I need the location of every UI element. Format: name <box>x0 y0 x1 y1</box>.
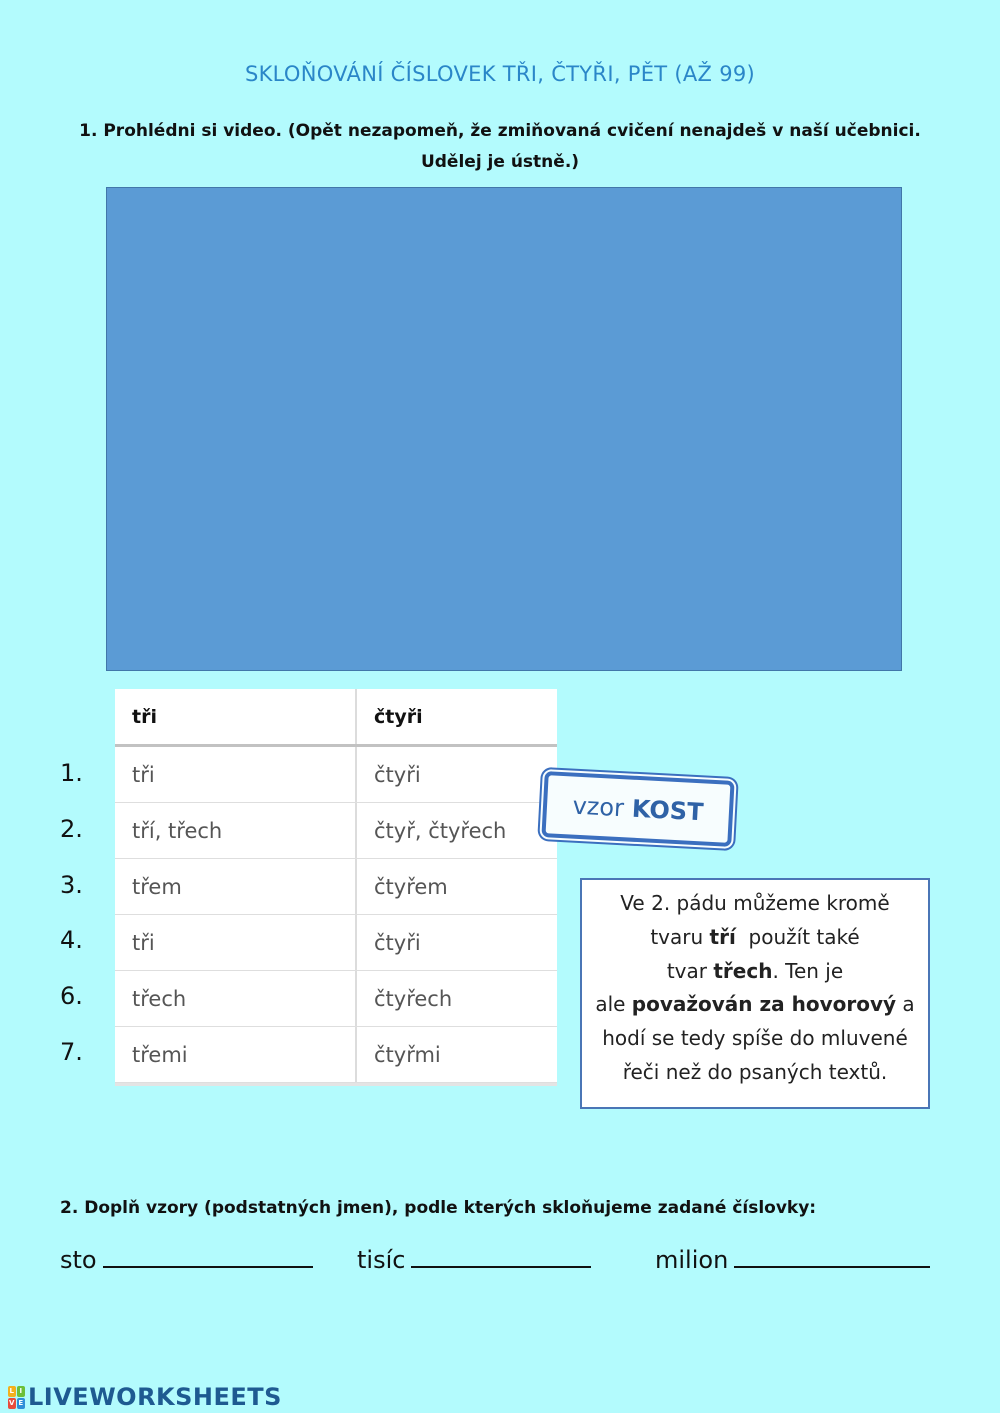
table-cell: čtyřmi <box>355 1027 557 1082</box>
note-line: Ve 2. pádu můžeme kromě <box>620 891 890 915</box>
table-row <box>115 803 557 859</box>
note-text: . Ten je <box>772 958 844 983</box>
table-row <box>115 971 557 1027</box>
stamp-prefix: vzor <box>571 791 625 823</box>
fill-item-sto <box>60 1242 313 1274</box>
logo-tile: E <box>18 1398 24 1407</box>
answer-blank-sto[interactable] <box>103 1242 313 1268</box>
task1-line1: 1. Prohlédni si video. (Opět nezapomeň, že zmiňovaná cvičení nenajdeš v naší učebnici. <box>79 121 921 141</box>
note-line: hodí se tedy spíše do mluvené <box>602 1026 908 1051</box>
fill-item-tisic <box>357 1242 591 1274</box>
brand-logo[interactable] <box>8 1383 282 1411</box>
note-text: tvaru <box>650 924 710 949</box>
answer-blank-milion[interactable] <box>734 1242 930 1268</box>
table-header-cell: tři <box>132 705 157 728</box>
pattern-stamp <box>541 771 734 847</box>
table-row <box>115 859 557 915</box>
case-number: 7. <box>60 1037 83 1066</box>
stamp-word: KOST <box>631 794 705 827</box>
task1-line2: Udělej je ústně.) <box>420 152 580 172</box>
brand-name: LIVEWORKSHEETS <box>28 1383 282 1411</box>
note-line <box>582 988 928 1022</box>
page-title: SKLOŇOVÁNÍ ČÍSLOVEK TŘI, ČTYŘI, PĚT (AŽ 99) <box>244 62 756 86</box>
note-bold: tří <box>709 924 736 949</box>
case-number: 2. <box>60 814 83 843</box>
logo-tile: V <box>9 1398 15 1407</box>
table-cell: čtyři <box>355 747 557 802</box>
table-cell: čtyř, čtyřech <box>355 803 557 858</box>
fill-label: tisíc <box>357 1246 406 1274</box>
table-cell: třemi <box>132 1042 188 1067</box>
table-cell: třem <box>132 874 182 899</box>
fill-label: sto <box>60 1246 97 1274</box>
table-header-row <box>115 689 557 747</box>
logo-icon <box>8 1386 25 1409</box>
table-row <box>115 915 557 971</box>
note-line: řeči než do psaných textů. <box>622 1059 888 1084</box>
answer-blank-tisic[interactable] <box>411 1242 591 1268</box>
fill-item-milion <box>655 1242 930 1274</box>
note-line <box>582 921 928 955</box>
task2-instruction: 2. Doplň vzory (podstatných jmen), podle kterých skloňujeme zadané číslovky: <box>60 1198 817 1218</box>
table-row <box>115 747 557 803</box>
fill-label: milion <box>655 1246 729 1274</box>
note-text: tvar <box>666 958 714 983</box>
table-cell: tří, třech <box>132 818 223 843</box>
note-bold: považován za hovorový <box>631 992 897 1017</box>
case-number: 3. <box>60 870 83 899</box>
logo-tile: L <box>9 1386 15 1395</box>
note-text: a <box>896 992 915 1017</box>
table-cell: čtyři <box>355 915 557 970</box>
table-cell: třech <box>132 986 187 1011</box>
grammar-note <box>580 878 930 1109</box>
declension-table <box>115 689 557 1086</box>
case-number: 6. <box>60 982 83 1011</box>
logo-tile: I <box>17 1386 25 1397</box>
case-number: 1. <box>60 759 83 787</box>
table-cell: tři <box>132 930 155 955</box>
note-text: použít také <box>735 924 860 949</box>
note-line <box>582 955 928 989</box>
table-cell: čtyřech <box>355 971 557 1026</box>
table-header-cell: čtyři <box>355 689 557 744</box>
case-number-list <box>60 746 83 1081</box>
table-cell: tři <box>132 762 155 787</box>
table-row <box>115 1027 557 1083</box>
case-number: 4. <box>60 926 83 955</box>
video-player[interactable] <box>106 187 902 671</box>
table-cell: čtyřem <box>355 859 557 914</box>
task1-instruction <box>40 116 960 178</box>
note-text: ale <box>595 992 632 1017</box>
note-bold: třech <box>713 958 773 983</box>
